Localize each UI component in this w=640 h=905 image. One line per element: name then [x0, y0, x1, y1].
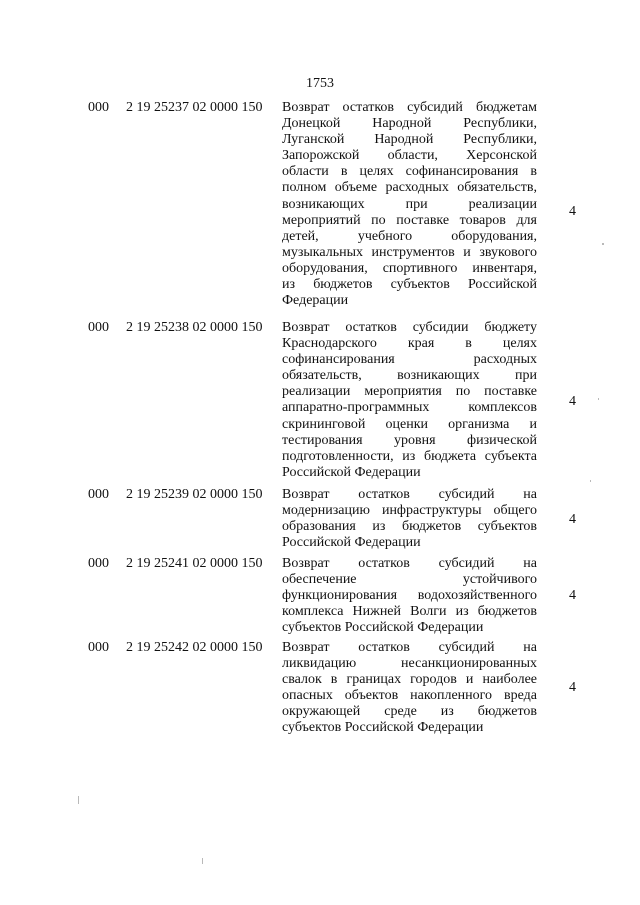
table-row — [0, 320, 640, 481]
income-description — [282, 320, 537, 481]
entry-number: 4 — [569, 680, 576, 695]
scan-speck — [78, 796, 79, 804]
description-line: Возврат остатков субсидий бюджетам — [282, 100, 537, 115]
description-line: области в целях софинансирования в — [282, 164, 537, 180]
table-row — [0, 100, 640, 309]
description-line: модернизацию инфраструктуры общего — [282, 503, 537, 519]
description-line: Донецкой Народной Республики, — [282, 116, 537, 132]
page-number: 1753 — [306, 76, 334, 91]
description-line: Возврат остатков субсидий на — [282, 556, 537, 571]
scan-speck — [202, 858, 203, 864]
entry-number: 4 — [569, 588, 576, 603]
table-row — [0, 487, 640, 551]
table-row — [0, 556, 640, 637]
scan-speck — [598, 398, 599, 400]
scan-speck — [602, 243, 604, 245]
description-line: из бюджетов субъектов Российской — [282, 277, 537, 293]
description-line: Краснодарского края в целях — [282, 336, 537, 352]
income-description — [282, 487, 537, 551]
description-line: Запорожской области, Херсонской — [282, 148, 537, 164]
admin-code: 000 — [88, 100, 109, 115]
description-line: функционирования водохозяйственного — [282, 588, 537, 604]
description-line: опасных объектов накопленного вреда — [282, 688, 537, 704]
budget-classification-code: 2 19 25239 02 0000 150 — [126, 487, 263, 502]
description-line: оборудования, спортивного инвентаря, — [282, 260, 537, 276]
admin-code: 000 — [88, 320, 109, 335]
description-line: возникающих при реализации — [282, 196, 537, 212]
admin-code: 000 — [88, 640, 109, 655]
description-line: Федерации — [282, 293, 349, 309]
description-line: субъектов Российской Федерации — [282, 620, 484, 636]
description-line: Российской Федерации — [282, 464, 421, 480]
entry-number: 4 — [569, 394, 576, 409]
description-line: свалок в границах городов и наиболее — [282, 672, 537, 688]
budget-classification-code: 2 19 25242 02 0000 150 — [126, 640, 263, 655]
table-row — [0, 640, 640, 737]
income-description — [282, 100, 537, 309]
description-line: тестирования уровня физической — [282, 432, 537, 448]
description-line: реализации мероприятия по поставке — [282, 384, 537, 400]
description-line: скрининговой оценки организма и — [282, 416, 537, 432]
description-line: софинансирования расходных — [282, 352, 537, 368]
entry-number: 4 — [569, 512, 576, 527]
entry-number: 4 — [569, 204, 576, 219]
income-description — [282, 640, 537, 737]
description-line: музыкальных инструментов и звукового — [282, 244, 537, 260]
description-line: образования из бюджетов субъектов — [282, 519, 537, 535]
description-line: субъектов Российской Федерации — [282, 720, 484, 736]
description-line: Возврат остатков субсидий на — [282, 487, 537, 502]
description-line: Луганской Народной Республики, — [282, 132, 537, 148]
income-description — [282, 556, 537, 636]
description-line: Возврат остатков субсидии бюджету — [282, 320, 537, 335]
budget-classification-code: 2 19 25241 02 0000 150 — [126, 556, 263, 571]
description-line: подготовленности, из бюджета субъекта — [282, 448, 537, 464]
description-line: полном объеме расходных обязательств, — [282, 180, 537, 196]
description-line: обеспечение устойчивого — [282, 572, 537, 588]
description-line: детей, учебного оборудования, — [282, 228, 537, 244]
budget-classification-code: 2 19 25237 02 0000 150 — [126, 100, 263, 115]
description-line: обязательств, возникающих при — [282, 368, 537, 384]
description-line: Возврат остатков субсидий на — [282, 640, 537, 655]
description-line: ликвидацию несанкционированных — [282, 656, 537, 672]
scan-speck — [590, 480, 591, 482]
admin-code: 000 — [88, 556, 109, 571]
description-line: комплекса Нижней Волги из бюджетов — [282, 604, 537, 620]
admin-code: 000 — [88, 487, 109, 502]
budget-classification-code: 2 19 25238 02 0000 150 — [126, 320, 263, 335]
description-line: окружающей среде из бюджетов — [282, 704, 537, 720]
description-line: мероприятий по поставке товаров для — [282, 212, 537, 228]
description-line: аппаратно-программных комплексов — [282, 400, 537, 416]
description-line: Российской Федерации — [282, 535, 421, 551]
